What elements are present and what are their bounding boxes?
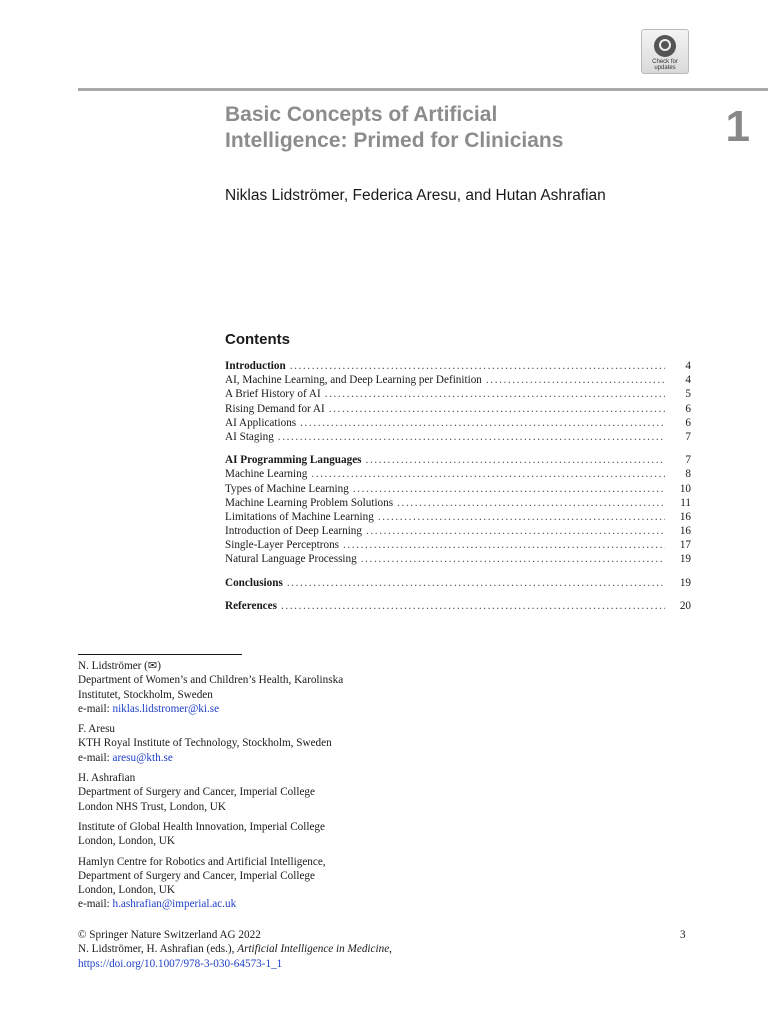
toc-entry-title: References — [225, 599, 277, 612]
toc-entry[interactable] — [225, 510, 691, 524]
citation-suffix: , — [389, 943, 392, 956]
affiliation-hamlyn — [78, 855, 398, 912]
chapter-title-line2: Intelligence: Primed for Clinicians — [225, 129, 564, 152]
toc-group — [225, 576, 691, 590]
toc-entry[interactable] — [225, 538, 691, 552]
chapter-title — [225, 102, 655, 154]
toc-entry-page: 10 — [679, 482, 691, 495]
affiliation-name: N. Lidströmer (✉) — [78, 660, 162, 672]
toc-entry-title: AI Applications — [225, 416, 297, 429]
toc-group — [225, 359, 691, 444]
toc-entry-title: Introduction — [225, 360, 286, 372]
toc-entry[interactable] — [225, 496, 691, 510]
toc-entry[interactable] — [225, 387, 691, 401]
toc-group — [225, 599, 691, 613]
affiliation-line: Institute of Global Health Innovation, Imperial College — [78, 820, 325, 833]
doi-link[interactable]: https://doi.org/10.1007/978-3-030-64573-1_1 — [78, 957, 283, 970]
affiliation-line: Institutet, Stockholm, Sweden — [78, 688, 213, 701]
check-for-updates-badge[interactable] — [641, 29, 689, 74]
book-title: Artificial Intelligence in Medicine — [237, 943, 390, 956]
email-label: e-mail: — [78, 898, 113, 911]
toc-entry[interactable] — [225, 430, 691, 444]
toc-entry[interactable] — [225, 599, 691, 613]
toc-leader-dots — [366, 453, 665, 467]
toc-entry-page: 11 — [680, 496, 691, 509]
toc-group — [225, 453, 691, 567]
toc-leader-dots — [361, 552, 665, 566]
chapter-number: 1 — [725, 102, 750, 151]
affiliation-email-row — [78, 751, 398, 765]
toc-entry-page: 4 — [685, 374, 691, 387]
toc-entry-page: 7 — [685, 454, 691, 467]
toc-entry-title: Introduction of Deep Learning — [225, 525, 362, 538]
toc-entry-page: 6 — [685, 402, 691, 415]
toc-leader-dots — [278, 430, 665, 444]
table-of-contents — [225, 359, 691, 613]
contents-heading: Contents — [225, 331, 290, 348]
badge-text — [642, 59, 688, 71]
affiliation-lidstromer — [78, 659, 398, 716]
affiliation-email-row — [78, 897, 398, 911]
affiliation-global-health — [78, 820, 398, 849]
copyright-block — [78, 928, 698, 971]
update-check-icon — [654, 35, 676, 57]
toc-entry-page: 16 — [679, 525, 691, 538]
toc-entry-title: Types of Machine Learning — [225, 482, 349, 495]
toc-entry-page: 8 — [685, 468, 691, 481]
toc-leader-dots — [287, 576, 665, 590]
toc-entry[interactable] — [225, 482, 691, 496]
toc-entry-title: AI Staging — [225, 430, 274, 443]
footnote-rule — [78, 654, 242, 655]
toc-entry-page: 5 — [685, 388, 691, 401]
toc-entry-page: 20 — [679, 599, 691, 612]
toc-entry[interactable] — [225, 359, 691, 373]
citation-line — [78, 942, 698, 956]
toc-entry[interactable] — [225, 416, 691, 430]
toc-entry-title: Natural Language Processing — [225, 553, 357, 566]
affiliation-line: London NHS Trust, London, UK — [78, 800, 226, 813]
toc-leader-dots — [329, 402, 665, 416]
toc-entry-title: Rising Demand for AI — [225, 402, 325, 415]
toc-leader-dots — [300, 416, 665, 430]
header-rule — [78, 88, 768, 91]
affiliation-line: Hamlyn Centre for Robotics and Artificial Intelligence, — [78, 855, 326, 868]
toc-entry-page: 4 — [685, 360, 691, 372]
toc-entry-page: 7 — [685, 430, 691, 443]
toc-entry-title: Machine Learning Problem Solutions — [225, 496, 394, 509]
toc-entry[interactable] — [225, 576, 691, 590]
toc-entry-title: Limitations of Machine Learning — [225, 510, 374, 523]
toc-entry-page: 19 — [679, 553, 691, 566]
toc-entry[interactable] — [225, 524, 691, 538]
toc-entry[interactable] — [225, 373, 691, 387]
toc-entry-title: Conclusions — [225, 576, 283, 589]
toc-entry-title: AI, Machine Learning, and Deep Learning per Definition — [225, 374, 482, 387]
affiliation-line: London, London, UK — [78, 835, 175, 848]
affiliation-line: Department of Surgery and Cancer, Imperial College — [78, 869, 315, 882]
email-link-ashrafian[interactable]: h.ashrafian@imperial.ac.uk — [112, 898, 237, 911]
affiliation-aresu — [78, 722, 398, 765]
toc-leader-dots — [325, 387, 665, 401]
affiliation-line: Department of Women’s and Children’s Health, Karolinska — [78, 674, 344, 687]
affiliation-line: KTH Royal Institute of Technology, Stockholm, Sweden — [78, 737, 332, 750]
email-label: e-mail: — [78, 702, 113, 715]
page-number: 3 — [680, 929, 686, 941]
toc-entry[interactable] — [225, 467, 691, 481]
chapter-title-line1: Basic Concepts of Artificial — [225, 103, 498, 126]
toc-leader-dots — [353, 482, 665, 496]
toc-entry[interactable] — [225, 402, 691, 416]
affiliation-ashrafian — [78, 771, 398, 814]
affiliation-name: H. Ashrafian — [78, 772, 136, 785]
chapter-authors: Niklas Lidströmer, Federica Aresu, and Hutan Ashrafian — [225, 187, 606, 204]
toc-entry-title: Machine Learning — [225, 468, 308, 481]
toc-entry-title: AI Programming Languages — [225, 454, 362, 467]
toc-leader-dots — [378, 510, 665, 524]
toc-entry-page: 16 — [679, 510, 691, 523]
toc-leader-dots — [311, 467, 665, 481]
copyright-notice: © Springer Nature Switzerland AG 2022 — [78, 929, 261, 941]
email-link-lidstromer[interactable]: niklas.lidstromer@ki.se — [112, 702, 220, 715]
affiliation-line: Department of Surgery and Cancer, Imperial College — [78, 786, 315, 799]
affiliation-email-row — [78, 702, 398, 716]
badge-line1: Check for — [652, 59, 678, 65]
toc-entry-page: 19 — [679, 576, 691, 589]
citation-prefix: N. Lidströmer, H. Ashrafian (eds.), — [78, 943, 238, 956]
toc-leader-dots — [366, 524, 665, 538]
affiliation-name: F. Aresu — [78, 723, 116, 736]
toc-entry[interactable] — [225, 453, 691, 467]
email-label: e-mail: — [78, 751, 113, 764]
toc-entry-page: 17 — [679, 539, 691, 552]
toc-leader-dots — [343, 538, 665, 552]
toc-leader-dots — [290, 359, 665, 373]
toc-leader-dots — [397, 496, 665, 510]
author-affiliations — [78, 659, 398, 918]
toc-leader-dots — [486, 373, 665, 387]
badge-line2: updates — [654, 65, 676, 71]
toc-entry[interactable] — [225, 552, 691, 566]
toc-entry-title: Single-Layer Perceptrons — [225, 539, 340, 552]
email-link-aresu[interactable]: aresu@kth.se — [112, 751, 173, 764]
toc-entry-page: 6 — [685, 416, 691, 429]
affiliation-line: London, London, UK — [78, 884, 175, 897]
toc-entry-title: A Brief History of AI — [225, 388, 321, 401]
toc-leader-dots — [281, 599, 665, 613]
